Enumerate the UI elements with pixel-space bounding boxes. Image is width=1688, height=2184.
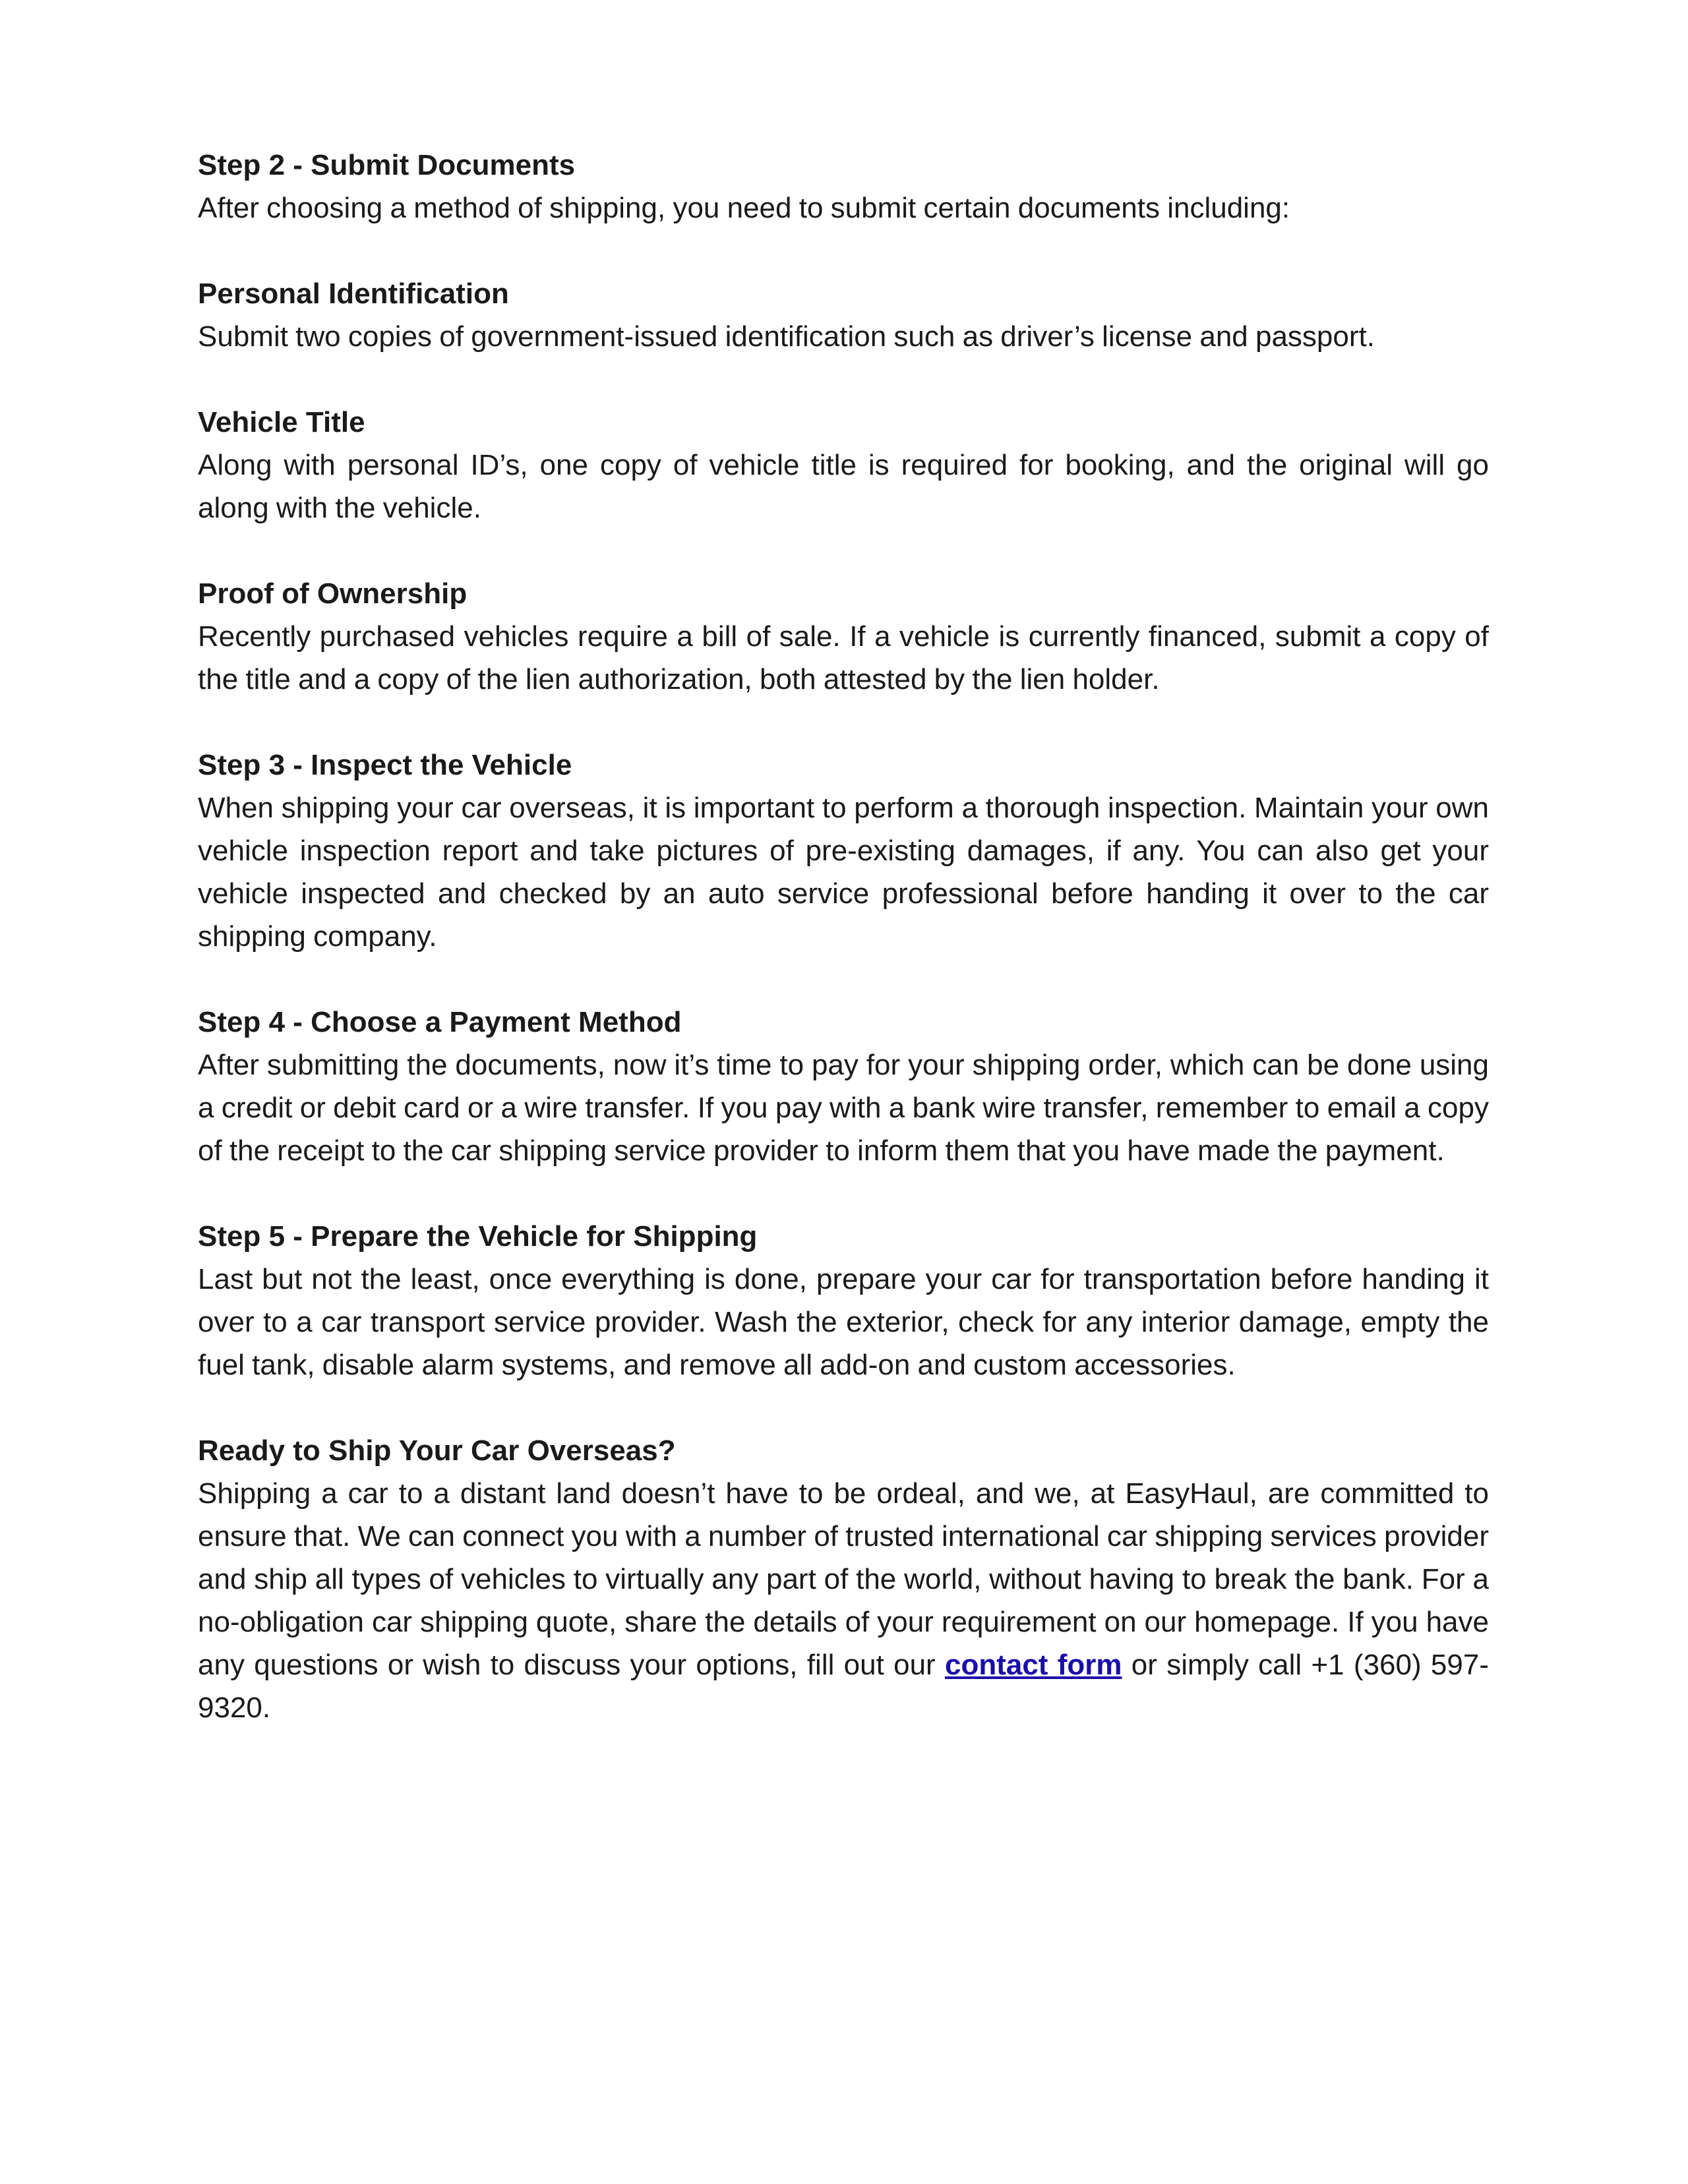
section-body: After submitting the documents, now it’s time to pay for your shipping order, which can be done using a credit or debit card or a wire transfer. If you pay with a bank wire transfer, remember to email a copy of the receipt to the car shipping service provider to inform them that you have made the payment. bbox=[198, 1049, 1489, 1167]
section-body: Recently purchased vehicles require a bill of sale. If a vehicle is currently financed, submit a copy of the title and a copy of the lien authorization, both attested by the lien holder. bbox=[198, 620, 1489, 695]
closing-body bbox=[198, 1472, 1489, 1729]
section-heading: Step 3 - Inspect the Vehicle bbox=[198, 749, 572, 781]
section-heading: Step 5 - Prepare the Vehicle for Shipping bbox=[198, 1220, 758, 1253]
section-heading: Step 2 - Submit Documents bbox=[198, 149, 576, 181]
section-body: After choosing a method of shipping, you need to submit certain documents including: bbox=[198, 192, 1290, 224]
section-heading: Personal Identification bbox=[198, 278, 509, 310]
section-personal-identification bbox=[198, 272, 1489, 358]
document-page bbox=[198, 144, 1489, 1772]
section-ready-to-ship bbox=[198, 1429, 1489, 1729]
section-proof-of-ownership bbox=[198, 572, 1489, 701]
closing-body-phone: or simply call +1 (360) 597-9320. bbox=[198, 1649, 1489, 1724]
contact-form-link[interactable]: contact form bbox=[944, 1649, 1122, 1681]
section-payment-method bbox=[198, 1001, 1489, 1172]
section-submit-documents bbox=[198, 144, 1489, 229]
section-inspect-vehicle bbox=[198, 744, 1489, 958]
section-heading: Step 4 - Choose a Payment Method bbox=[198, 1006, 682, 1038]
section-heading: Vehicle Title bbox=[198, 406, 365, 438]
section-vehicle-title bbox=[198, 401, 1489, 529]
section-heading: Proof of Ownership bbox=[198, 577, 467, 610]
section-body: Submit two copies of government-issued identification such as driver’s license and passport. bbox=[198, 320, 1375, 353]
section-prepare-vehicle bbox=[198, 1215, 1489, 1386]
closing-heading: Ready to Ship Your Car Overseas? bbox=[198, 1434, 676, 1467]
section-body: Along with personal ID’s, one copy of vehicle title is required for booking, and the original will go along with the vehicle. bbox=[198, 449, 1489, 524]
section-body: Last but not the least, once everything is done, prepare your car for transportation before handing it over to a car transport service provider. Wash the exterior, check for any interior damage, empty the fuel tank, disable alarm systems, and remove all add-on and custom accessories. bbox=[198, 1263, 1489, 1381]
closing-body-text: Shipping a car to a distant land doesn’t have to be ordeal, and we, at EasyHaul, are committed to ensure that. We can connect you with a number of trusted international car shipping services provider and ship all types of vehicles to virtually any part of the world, without having to break the bank. For a no-obligation car shipping quote, share the details of your requirement on our homepage. If you have any questions or wish to discuss your options, fill out our bbox=[198, 1477, 1489, 1681]
section-body: When shipping your car overseas, it is important to perform a thorough inspection. Maintain your own vehicle inspection report and take pictures of pre-existing damages, if any. You can also get your vehicle inspected and checked by an auto service professional before handing it over to the car shipping company. bbox=[198, 792, 1489, 953]
